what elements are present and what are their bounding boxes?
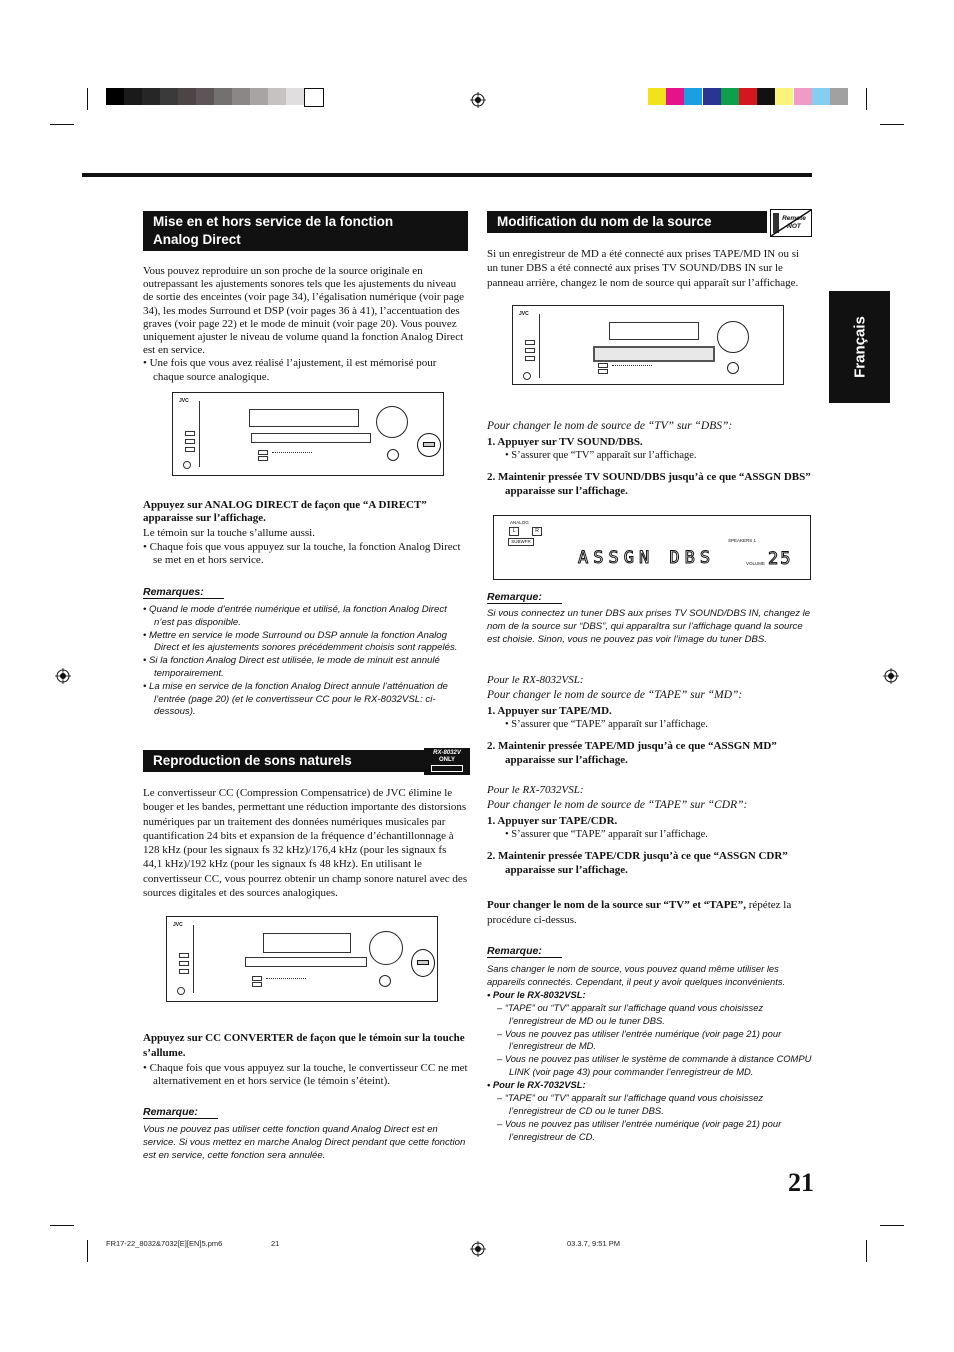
tv-to-dbs-steps	[487, 420, 812, 498]
crop-mark	[880, 1225, 904, 1226]
badge-not: NOT	[787, 223, 801, 230]
crop-mark	[50, 1225, 74, 1226]
gray-swatch	[232, 88, 250, 105]
note-dash-item: – Vous ne pouvez pas utiliser l’entrée numérique (voir page 21) pour l’enregistreur de MD.	[497, 1027, 782, 1052]
registration-mark-icon	[55, 668, 71, 684]
display-l-indicator: L	[509, 527, 519, 536]
paragraph: Le témoin sur la touche s’allume aussi.	[143, 527, 315, 540]
badge-only: ONLY	[438, 757, 456, 763]
tape-to-md-steps	[487, 674, 812, 767]
step-bullet: • S’assurer que “TV” apparaît sur l’affichage.	[505, 450, 697, 461]
note-item: • La mise en service de la fonction Analog Direct annule l’atténuation de l’entrée (page 20) (et le convertisseur CC pour le RX-8032VSL: ci-dessous).	[143, 680, 448, 718]
note-text: Vous ne pouvez pas utiliser cette fonction quand Analog Direct est en service. Si vous mettez en marche Analog Direct pendant que cette fonction est en service, cette fonction sera annulée.	[143, 1124, 466, 1161]
color-swatch	[721, 88, 739, 105]
display-analog-label: ANALOG	[510, 520, 529, 525]
notes-heading: Remarques:	[143, 586, 224, 599]
subsection-heading: Pour changer le nom de source de “TAPE” sur “MD”:	[487, 689, 743, 701]
display-panel	[493, 515, 811, 580]
note-model-head: • Pour le RX-8032VSL:	[487, 988, 586, 1000]
note-intro: Sans changer le nom de source, vous pouvez quand même utiliser les appareils connectés. Cependant, il peut y avoir quelques inconvénients.	[487, 963, 786, 987]
display-subwfr-indicator: SUBWFR	[508, 538, 534, 546]
note-text: Si vous connectez un tuner DBS aux prises TV SOUND/DBS IN, changez le nom de la source sur “DBS”, qui apparaîtra sur l’affichage quand la source est choisie. Sinon, vous ne pouvez pas voir l’image du tuner DBS.	[487, 608, 811, 645]
gray-swatch	[286, 88, 304, 105]
crop-mark	[880, 124, 904, 125]
bullet-item: • Une fois que vous avez réalisé l’ajustement, il est mémorisé pour chaque source analogique.	[143, 357, 437, 383]
receiver-illustration	[172, 392, 444, 476]
registration-mark-icon	[883, 668, 899, 684]
display-volume-label: VOLUME	[746, 561, 766, 566]
color-swatch	[739, 88, 757, 105]
analog-direct-notes	[143, 582, 468, 719]
step: 2. Maintenir pressée TV SOUND/DBS jusqu’à ce que “ASSGN DBS” apparaisse sur l’affichage.	[487, 471, 811, 497]
model-label: Pour le RX-7032VSL:	[487, 784, 584, 796]
step-bullet: • S’assurer que “TAPE” apparaît sur l’affichage.	[505, 829, 708, 840]
instruction: Appuyez sur ANALOG DIRECT de façon que “A DIRECT” apparaisse sur l’affichage.	[143, 499, 427, 525]
section-header-source-name	[487, 211, 767, 233]
note-body	[487, 963, 812, 1144]
step: 1. Appuyer sur TV SOUND/DBS.	[487, 436, 643, 448]
color-swatch	[830, 88, 848, 105]
crop-mark	[50, 124, 74, 125]
language-tab-label: Français	[851, 316, 868, 378]
note-dash-item: – Vous ne pouvez pas utiliser l’entrée numérique (voir page 21) pour l’enregistreur de CD.	[497, 1117, 782, 1142]
registration-mark-icon	[470, 92, 486, 108]
brand-logo: JVC	[179, 398, 189, 404]
model-label: Pour le RX-8032VSL:	[487, 674, 584, 686]
color-swatch	[794, 88, 812, 105]
color-swatch	[684, 88, 702, 105]
gray-swatch	[106, 88, 124, 105]
bullet-item: • Chaque fois que vous appuyez sur la touche, la fonction Analog Direct se met en et hors service.	[143, 540, 461, 566]
note-dash-item: – Vous ne pouvez pas utiliser le système de commande à distance COMPU LINK (voir page 43) pour commander l’enregistreur de MD.	[497, 1053, 812, 1078]
display-volume-value: 25	[768, 549, 793, 569]
subsection-heading: Pour changer le nom de source de “TAPE” sur “CDR”:	[487, 799, 748, 811]
language-tab	[829, 291, 890, 403]
paragraph: Le convertisseur CC (Compression Compensatrice) de JVC élimine le bouger et les bandes, permettant une réduction importante des distorsions numériques par un traitement des données numériques musicales par quantification 24 bits et expansion de la fréquence d’échantillonnage à 128 kHz (pour les signaux fs 32 kHz)/176,4 kHz (pour les signaux fs 44,1 kHz)/192 kHz (pour les signaux fs 48 kHz). En utilisant le convertisseur CC, vous pourrez obtenir un champ sonore naturel avec des sources digitales et des sources analogiques.	[143, 787, 468, 900]
note-heading: Remarque:	[487, 945, 562, 958]
top-rule	[82, 173, 812, 177]
paragraph: Si un enregistreur de MD a été connecté aux prises TAPE/MD IN ou si un tuner DBS a été connecté aux prises TV SOUND/DBS IN sur le panneau arrière, changez le nom de source qui apparaît sur l’affichage.	[487, 248, 800, 289]
note-item: • Si la fonction Analog Direct est utilisée, le mode de minuit est annulé temporairement.	[143, 655, 440, 679]
gray-swatch	[142, 88, 160, 105]
paragraph: Vous pouvez reproduire un son proche de la source originale en outrepassant les ajustements sonores tels que les ajustements du niveau de sortie des enceintes (voir page 34), l’égalisation numérique (voir page 34), les modes Surround et DSP (voir pages 36 à 41), l’accentuation des graves (voir page 22) et le mode de minuit (voir page 20). Vous pouvez uniquement ajuster le niveau de volume quand la fonction Analog Direct est en service.	[143, 265, 465, 357]
source-name-note	[487, 941, 812, 1144]
gray-swatch	[124, 88, 142, 105]
display-speakers: SPEAKERS 1	[728, 538, 757, 543]
revert-bold: Pour changer le nom de la source sur “TV” et “TAPE”,	[487, 899, 747, 911]
brand-logo: JVC	[173, 922, 183, 928]
note-heading: Remarque:	[143, 1106, 218, 1119]
page-number: 21	[788, 1168, 814, 1197]
analog-direct-instructions	[143, 499, 468, 567]
gray-swatch	[160, 88, 178, 105]
revert-instruction	[487, 898, 812, 927]
note-dash-item: – “TAPE” ou “TV” apparaît sur l’affichage quand vous choisissez l’enregistreur de MD ou le tuner DBS.	[497, 1001, 764, 1026]
note-dash-item: – “TAPE” ou “TV” apparaît sur l’affichage quand vous choisissez l’enregistreur de CD ou le tuner DBS.	[497, 1092, 764, 1116]
crop-mark	[866, 88, 867, 110]
crop-mark	[87, 1240, 88, 1262]
color-swatch	[757, 88, 775, 105]
color-swatch	[703, 88, 721, 105]
gray-swatch	[214, 88, 232, 105]
source-name-intro	[487, 247, 812, 290]
color-swatch	[648, 88, 666, 105]
step-bullet: • S’assurer que “TAPE” apparaît sur l’affichage.	[505, 719, 708, 730]
gray-swatch	[250, 88, 268, 105]
remote-not-badge	[770, 209, 812, 237]
step: 1. Appuyer sur TAPE/MD.	[487, 705, 612, 717]
bullet-item: • Chaque fois que vous appuyez sur la touche, le convertisseur CC ne met alternativement en et hors service (le témoin s’éteint).	[143, 1062, 468, 1088]
color-swatch	[775, 88, 793, 105]
note-item: • Mettre en service le mode Surround ou DSP annule la fonction Analog Direct et les ajustements sonores précédemment choisis sont rappelés.	[143, 629, 458, 654]
section-title: Modification du nom de la source	[497, 214, 712, 229]
subsection-heading: Pour changer le nom de source de “TV” sur “DBS”:	[487, 420, 733, 432]
gray-swatch	[268, 88, 286, 105]
step: 2. Maintenir pressée TAPE/MD jusqu’à ce que “ASSGN MD” apparaisse sur l’affichage.	[487, 740, 777, 766]
color-swatch	[812, 88, 830, 105]
cc-converter-note	[143, 1102, 468, 1162]
section-title: Reproduction de sons naturels	[153, 753, 352, 768]
instruction: Appuyez sur CC CONVERTER de façon que le témoin sur la touche s’allume.	[143, 1032, 465, 1059]
model-only-badge	[424, 748, 470, 775]
section-title-line1: Mise en et hors service de la fonction	[153, 214, 394, 229]
brand-logo: JVC	[519, 311, 529, 317]
revert-rest: répétez la procédure ci-dessus.	[487, 899, 792, 926]
gray-swatch	[178, 88, 196, 105]
receiver-illustration	[512, 305, 784, 385]
section-header-natural-sound	[143, 750, 468, 772]
cc-converter-intro	[143, 786, 468, 900]
display-main-text: ASSGN DBS	[578, 548, 716, 568]
analog-direct-intro	[143, 265, 468, 384]
note-heading: Remarque:	[487, 591, 562, 604]
section-header-analog-direct	[143, 211, 468, 251]
gray-swatch	[196, 88, 214, 105]
note-model-head: • Pour le RX-7032VSL:	[487, 1079, 586, 1091]
receiver-illustration	[166, 916, 438, 1002]
footer-date: 03.3.7, 9:51 PM	[567, 1239, 620, 1248]
color-swatch	[666, 88, 684, 105]
footer-page: 21	[271, 1239, 280, 1248]
display-r-indicator: R	[532, 527, 542, 536]
cc-converter-instructions	[143, 1031, 468, 1088]
notes-list	[143, 604, 468, 719]
registration-mark-icon	[470, 1241, 486, 1257]
gray-swatch	[304, 88, 324, 107]
step: 2. Maintenir pressée TAPE/CDR jusqu’à ce que “ASSGN CDR” apparaisse sur l’affichage.	[487, 850, 788, 876]
crop-mark	[87, 88, 88, 110]
badge-model: RX-8032V	[433, 750, 461, 756]
note-item: • Quand le mode d’entrée numérique et utilisé, la fonction Analog Direct n’est pas disponible.	[143, 604, 447, 628]
section-title-line2: Analog Direct	[153, 232, 241, 247]
step: 1. Appuyer sur TAPE/CDR.	[487, 815, 618, 827]
dbs-note	[487, 587, 812, 646]
badge-remote: Remote	[782, 215, 806, 222]
crop-mark	[866, 1240, 867, 1262]
tape-to-cdr-steps	[487, 784, 812, 877]
footer-file: FR17-22_8032&7032[E][EN]5.pm6	[106, 1239, 223, 1248]
